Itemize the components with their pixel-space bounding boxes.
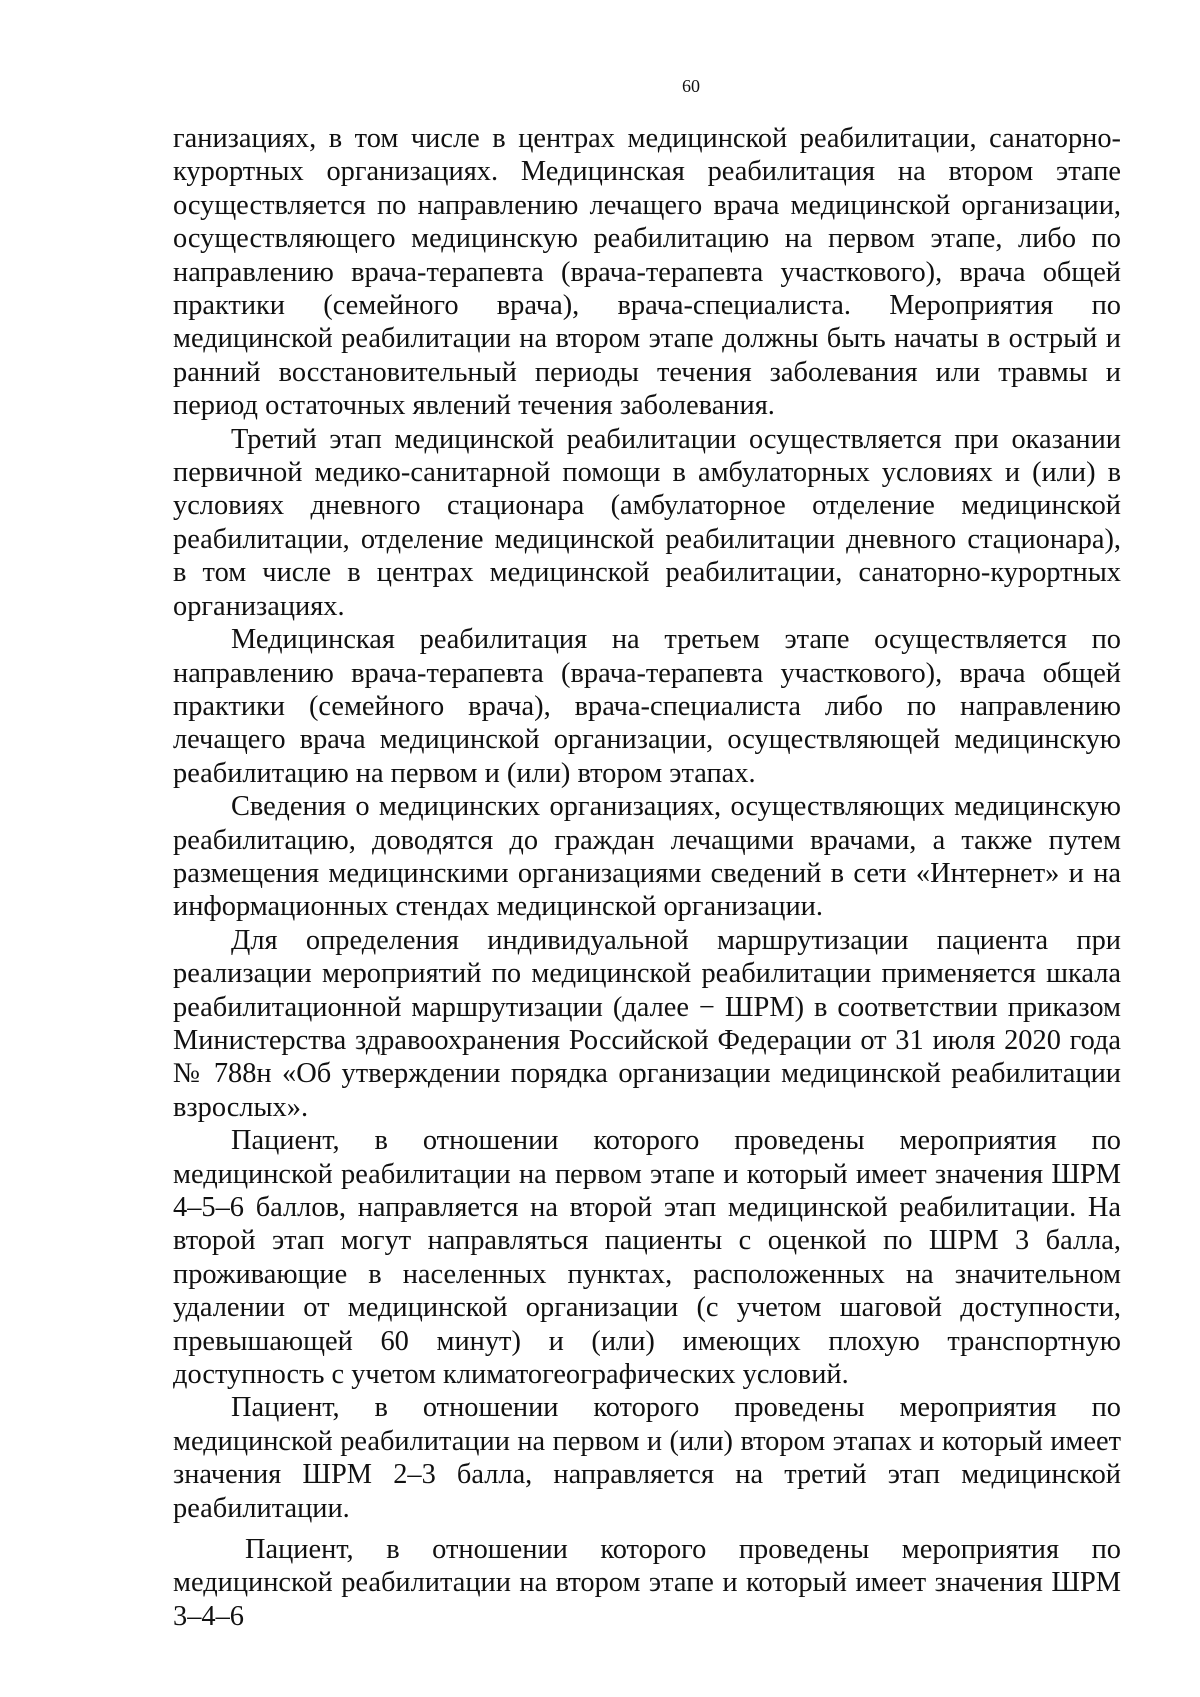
paragraph: Для определения индивидуальной маршрутизации пациента при реализации мероприятий по медицинской реабилитации применяется шкала реабилитационной маршрутизации (далее − ШРМ) в соответствии приказом Министерства здравоохранения Российской Федерации от 31 июля 2020 года № 788н «Об утверждении порядка организации медицинской реабилитации взрослых».: [173, 924, 1121, 1123]
paragraph: Сведения о медицинских организациях, осуществляющих медицинскую реабилитацию, доводятся до граждан лечащими врачами, а также путем размещения медицинскими организациями сведений в сети «Интернет» и на информационных стендах медицинской организации.: [173, 791, 1121, 923]
paragraph: Третий этап медицинской реабилитации осуществляется при оказании первичной медико-санитарной помощи в амбулаторных условиях и (или) в условиях дневного стационара (амбулаторное отделение медицинской реабилитации, отделение медицинской реабилитации дневного стационара), в том числе в центрах медицинской реабилитации, санаторно-курортных организациях.: [173, 423, 1121, 622]
paragraph: Пациент, в отношении которого проведены мероприятия по медицинской реабилитации на втором этапе и который имеет значения ШРМ 3–4–6: [173, 1534, 1121, 1632]
document-body: [173, 122, 1121, 1633]
page-number: 60: [682, 76, 700, 96]
paragraph: Пациент, в отношении которого проведены мероприятия по медицинской реабилитации на первом этапе и который имеет значения ШРМ 4–5–6 баллов, направляется на второй этап медицинской реабилитации. На второй этап могут направляться пациенты с оценкой по ШРМ 3 балла, проживающие в населенных пунктах, расположенных на значительном удалении от медицинской организации (с учетом шаговой доступности, превышающей 60 минут) и (или) имеющих плохую транспортную доступность с учетом климатогеографических условий.: [173, 1125, 1121, 1391]
paragraph-continuation: ганизациях, в том числе в центрах медицинской реабилитации, санаторно-курортных организациях. Медицинская реабилитация на втором этапе осуществляется по направлению лечащего врача медицинской организации, осуществляющего медицинскую реабилитацию на первом этапе, либо по направлению врача-терапевта (врача-терапевта участкового), врача общей практики (семейного врача), врача-специалиста. Мероприятия по медицинской реабилитации на втором этапе должны быть начаты в острый и ранний восстановительный периоды течения заболевания или травмы и период остаточных явлений течения заболевания.: [173, 123, 1121, 422]
paragraph: Пациент, в отношении которого проведены мероприятия по медицинской реабилитации на первом и (или) втором этапах и который имеет значения ШРМ 2–3 балла, направляется на третий этап медицинской реабилитации.: [173, 1392, 1121, 1524]
paragraph: Медицинская реабилитация на третьем этапе осуществляется по направлению врача-терапевта (врача-терапевта участкового), врача общей практики (семейного врача), врача-специалиста либо по направлению лечащего врача медицинской организации, осуществляющей медицинскую реабилитацию на первом и (или) втором этапах.: [173, 624, 1121, 789]
